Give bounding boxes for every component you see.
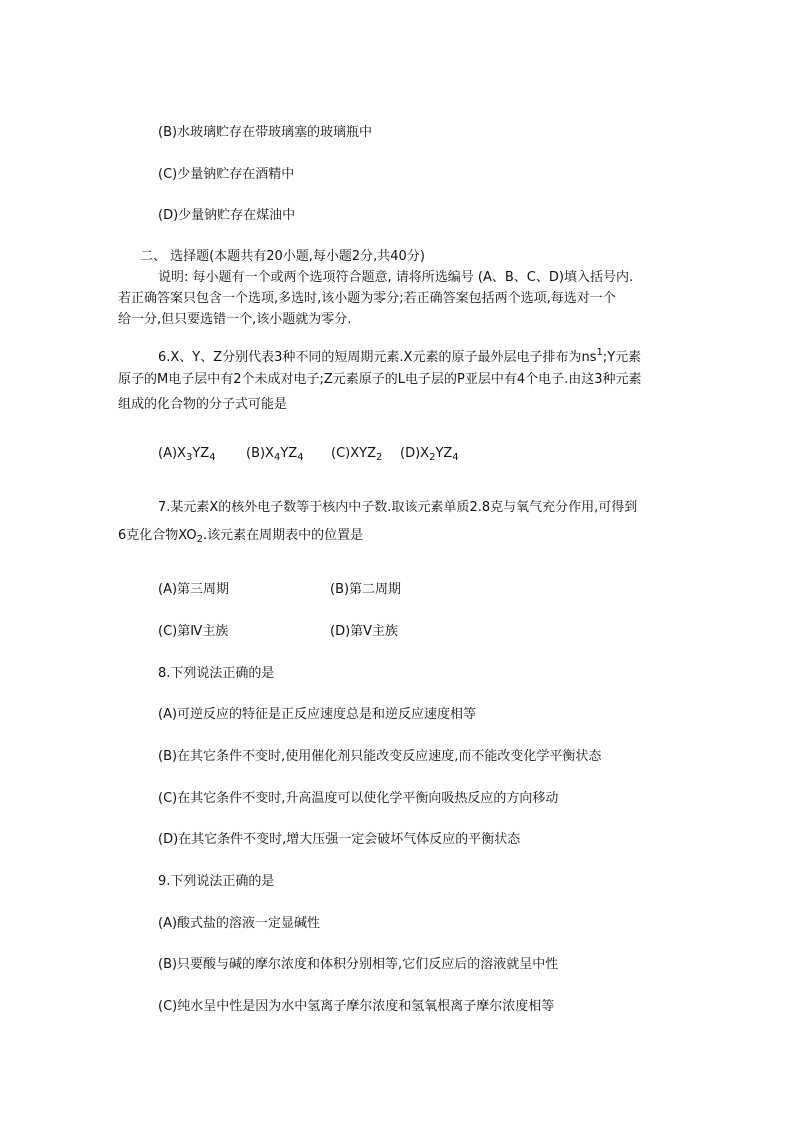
question-6-option-b: $(B)X_4YZ_4$ bbox=[246, 446, 304, 463]
option-d-sodium-kerosene: (D)少量钠贮存在煤油中 bbox=[158, 208, 296, 223]
question-9-stem: 9.下列说法正确的是 bbox=[158, 874, 275, 889]
question-6-options bbox=[158, 446, 459, 466]
option-b-water-glass: (B)水玻璃贮存在带玻璃塞的玻璃瓶中 bbox=[158, 125, 373, 140]
instruction-line-2: 若正确答案只包含一个选项,多选时,该小题为零分;若正确答案包括两个选项,每选对一个 bbox=[118, 291, 616, 306]
question-9-option-c: (C)纯水呈中性是因为水中氢离子摩尔浓度和氢氧根离子摩尔浓度相等 bbox=[158, 999, 555, 1014]
question-8-option-a: (A)可逆反应的特征是正反应速度总是和逆反应速度相等 bbox=[158, 707, 477, 722]
question-8-option-d: (D)在其它条件不变时,增大压强一定会破坏气体反应的平衡状态 bbox=[158, 832, 521, 847]
question-7-option-c: (C)第Ⅳ主族 bbox=[158, 624, 229, 639]
question-9-option-a: (A)酸式盐的溶液一定显碱性 bbox=[158, 916, 321, 931]
question-6-option-a: $(A)X_3YZ_4$ bbox=[158, 446, 216, 463]
question-8-stem: 8.下列说法正确的是 bbox=[158, 666, 275, 681]
question-8-option-c: (C)在其它条件不变时,升高温度可以使化学平衡向吸热反应的方向移动 bbox=[158, 791, 559, 806]
section-title: 二、 选择题(本题共有20小题,每小题2分,共40分) bbox=[140, 249, 425, 264]
question-7-option-a: (A)第三周期 bbox=[158, 582, 230, 597]
question-7-line-1: 7.某元素X的核外电子数等于核内中子数.取该元素单质2.8克与氧气充分作用,可得到 bbox=[158, 500, 638, 515]
question-6-option-c: $(C)XYZ_2$ bbox=[331, 446, 383, 463]
option-c-sodium-alcohol: (C)少量钠贮存在酒精中 bbox=[158, 167, 295, 182]
question-6-line-1: 6.X、Y、Z分别代表3种不同的短周期元素.X元素的原子最外层电子排布为$ns^1;Y$元素 bbox=[158, 347, 642, 365]
instruction-line-3: 给一分,但只要选错一个,该小题就为零分. bbox=[118, 312, 352, 327]
question-6-line-3: 组成的化合物的分子式可能是 bbox=[118, 397, 288, 412]
question-7-line-2: 6克化合物$XO_2$.该元素在周期表中的位置是 bbox=[118, 528, 364, 545]
question-8-option-b: (B)在其它条件不变时,使用催化剂只能改变反应速度,而不能改变化学平衡状态 bbox=[158, 749, 602, 764]
question-6-line-2: 原子的M电子层中有2个未成对电子;Z元素原子的L电子层的P亚层中有4个电子.由这3种元素 bbox=[118, 372, 642, 387]
question-7-option-b: (B)第二周期 bbox=[330, 582, 402, 597]
instruction-line-1: 说明: 每小题有一个或两个选项符合题意, 请将所选编号 (A、B、C、D)填入括号内. bbox=[158, 270, 634, 285]
question-6-option-d: $(D)X_2YZ_4$ bbox=[400, 446, 459, 463]
question-7-option-d: (D)第Ⅴ主族 bbox=[330, 624, 399, 639]
question-9-option-b: (B)只要酸与碱的摩尔浓度和体积分别相等,它们反应后的溶液就呈中性 bbox=[158, 957, 559, 972]
